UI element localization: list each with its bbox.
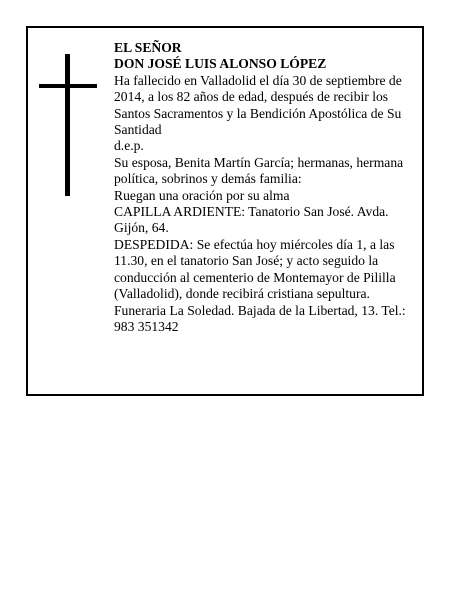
cross-vertical-bar xyxy=(65,54,70,196)
deceased-name: DON JOSÉ LUIS ALONSO LÓPEZ xyxy=(114,56,327,72)
notice-text xyxy=(114,40,414,335)
farewell-details: DESPEDIDA: Se efectúa hoy miércoles día 1, a las 11.30, en el tanatorio San José; y acto seguido la conducción al cementerio de Montemayor de Pililla (Valladolid), donde recibirá cristiana sepultura. xyxy=(114,236,396,302)
funeral-chapel: CAPILLA ARDIENTE: Tanatorio San José. Avda. Gijón, 64. xyxy=(114,204,389,236)
notice-title: EL SEÑOR xyxy=(114,40,182,55)
cross-icon xyxy=(39,54,97,196)
obituary-notice xyxy=(26,26,424,396)
cross-horizontal-bar xyxy=(39,84,97,88)
rest-in-peace: d.e.p. xyxy=(114,138,144,154)
family-mourners: Su esposa, Benita Martín García; hermanas, hermana política, sobrinos y demás familia: xyxy=(114,154,404,187)
prayer-request: Ruegan una oración por su alma xyxy=(114,187,290,203)
death-announcement: Ha fallecido en Valladolid el día 30 de septiembre de 2014, a los 82 años de edad, después de recibir los Santos Sacramentos y la Bendición Apostólica de Su Santidad xyxy=(114,72,402,138)
funeral-home: Funeraria La Soledad. Bajada de la Libertad, 13. Tel.: 983 351342 xyxy=(114,302,406,334)
